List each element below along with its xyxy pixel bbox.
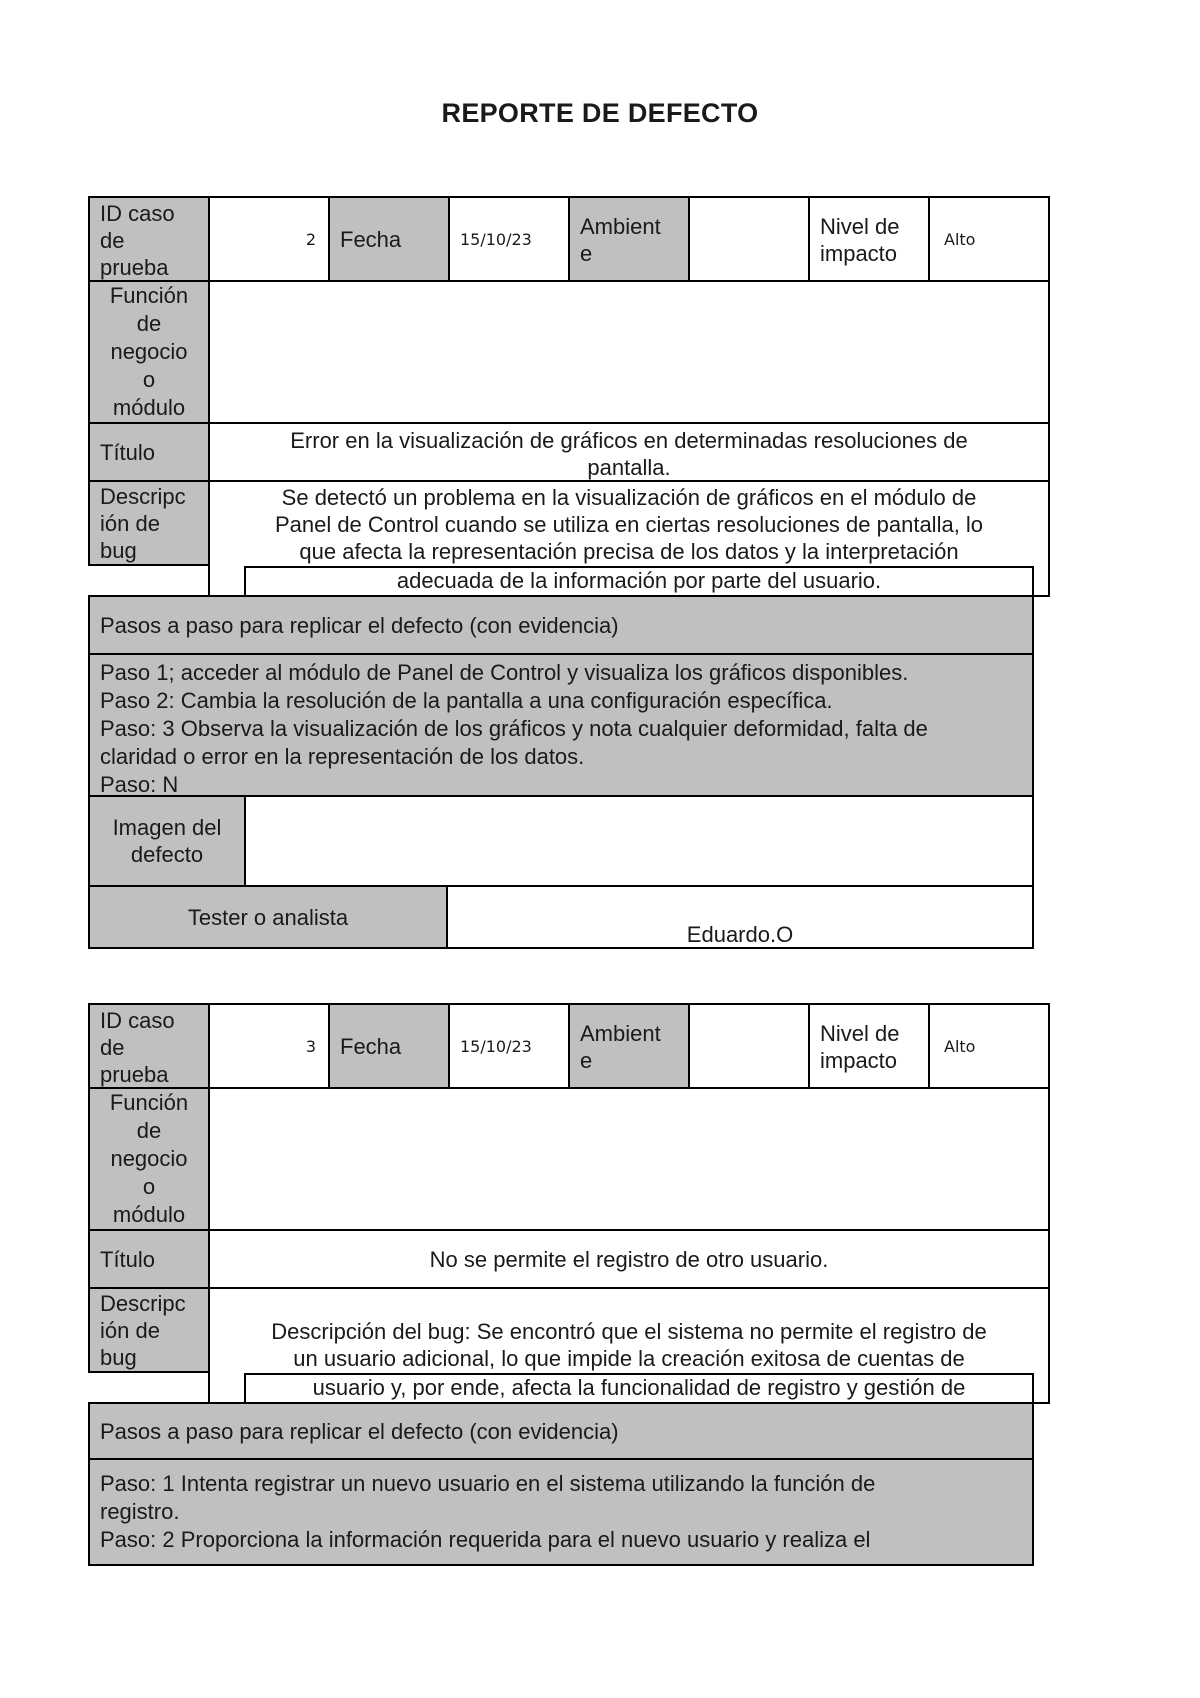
ambiente-label: Ambient e — [568, 1003, 690, 1089]
tester-value: Eduardo.O — [446, 885, 1034, 949]
id-caso-label: ID caso de prueba — [88, 196, 210, 282]
imagen-label: Imagen del defecto — [88, 795, 246, 887]
paso-item: Paso: 2 Proporciona la información requerida para el nuevo usuario y realiza el — [100, 1527, 871, 1552]
titulo-label: Título — [88, 1229, 210, 1289]
pasos-header: Pasos a paso para replicar el defecto (con evidencia) — [88, 1402, 1034, 1460]
descripcion-label: Descripc ión de bug — [88, 1287, 210, 1373]
id-caso-value: 3 — [208, 1003, 330, 1089]
fecha-value: 15/10/23 — [448, 196, 570, 282]
descripcion-label: Descripc ión de bug — [88, 480, 210, 566]
nivel-impacto-value: Alto — [928, 196, 1050, 282]
ambiente-value — [688, 1003, 810, 1089]
id-caso-label: ID caso de prueba — [88, 1003, 210, 1089]
paso-item: Paso: N — [100, 772, 179, 797]
descripcion-overflow-line: usuario y, por ende, afecta la funcionalidad de registro y gestión de — [244, 1373, 1034, 1404]
fecha-label: Fecha — [328, 196, 450, 282]
titulo-label: Título — [88, 422, 210, 482]
page-title: REPORTE DE DEFECTO — [441, 98, 759, 128]
paso-item: Paso 1; acceder al módulo de Panel de Control y visualiza los gráficos disponibles. — [100, 660, 909, 685]
titulo-value: No se permite el registro de otro usuario. — [208, 1229, 1050, 1289]
nivel-impacto-value: Alto — [928, 1003, 1050, 1089]
fecha-label: Fecha — [328, 1003, 450, 1089]
nivel-impacto-label: Nivel de impacto — [808, 1003, 930, 1089]
id-caso-value: 2 — [208, 196, 330, 282]
nivel-impacto-label: Nivel de impacto — [808, 196, 930, 282]
funcion-value — [208, 1087, 1050, 1231]
tester-label: Tester o analista — [88, 885, 448, 949]
descripcion-overflow-line: adecuada de la información por parte del usuario. — [244, 566, 1034, 597]
titulo-value: Error en la visualización de gráficos en determinadas resoluciones de pantalla. — [208, 422, 1050, 482]
descripcion-value: Se detectó un problema en la visualización de gráficos en el módulo de Panel de Control cuando se utiliza en ciertas resoluciones de pantalla, lo que afecta la representación precisa de los datos y la interpretación — [208, 480, 1050, 597]
descripcion-value: Descripción del bug: Se encontró que el sistema no permite el registro de un usuario adicional, lo que impide la creación exitosa de cuentas de — [208, 1287, 1050, 1404]
funcion-label: Función de negocio o módulo — [88, 280, 210, 424]
paso-item: Paso: 3 Observa la visualización de los gráficos y nota cualquier deformidad, falta de — [100, 716, 928, 741]
funcion-label: Función de negocio o módulo — [88, 1087, 210, 1231]
paso-item: registro. — [100, 1499, 180, 1524]
paso-item: Paso: 1 Intenta registrar un nuevo usuario en el sistema utilizando la función de — [100, 1471, 876, 1496]
ambiente-label: Ambient e — [568, 196, 690, 282]
paso-item: claridad o error en la representación de los datos. — [100, 744, 585, 769]
paso-item: Paso 2: Cambia la resolución de la pantalla a una configuración específica. — [100, 688, 833, 713]
fecha-value: 15/10/23 — [448, 1003, 570, 1089]
pasos-list — [88, 1458, 1034, 1566]
pasos-header: Pasos a paso para replicar el defecto (con evidencia) — [88, 595, 1034, 655]
